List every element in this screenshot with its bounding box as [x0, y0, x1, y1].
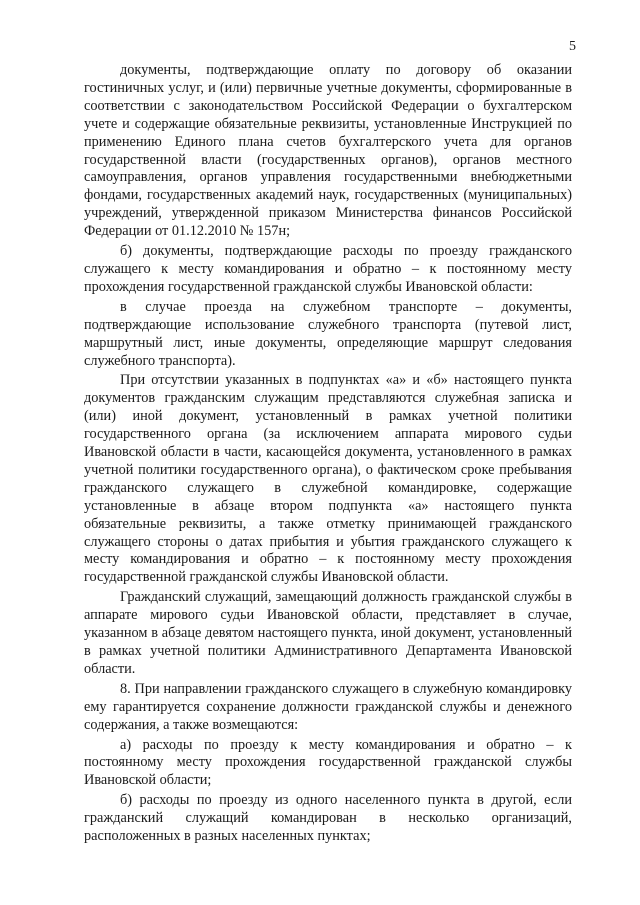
page-number: 5 [569, 39, 576, 54]
paragraph-documents-payment: документы, подтверждающие оплату по договору об оказании гостиничных услуг, и (или) первичные учетные документы, сформированные в соответствии с законодательством Российской Федерации о бухгалтерском учете и содержащие обязательные реквизиты, установленные Инструкцией по применению Единого плана счетов бухгалтерского учета для органов государственной власти (государственных органов), органов местного самоуправления, органов управления государственными внебюджетными фондами, государственных академий наук, государственных (муниципальных) учреждений, утвержденной приказом Министерства финансов Российской Федерации от 01.12.2010 № 157н; [84, 62, 572, 240]
paragraph-item-8: 8. При направлении гражданского служащего в служебную командировку ему гарантируется сохранение должности гражданской службы и денежного содержания, а также возмещаются: [84, 680, 572, 733]
document-body [84, 62, 572, 846]
paragraph-subitem-a-travel: а) расходы по проезду к месту командирования и обратно – к постоянному месту прохождения государственной гражданской службы Ивановской области; [84, 736, 572, 789]
paragraph-absence-of-documents: При отсутствии указанных в подпунктах «а» и «б» настоящего пункта документов гражданским служащим представляются служебная записка и (или) иной документ, установленный в рамках учетной политики государственного органа (за исключением аппарата мирового судьи Ивановской области в части, касающейся документа, установленного в рамках учетной политики государственного органа), о фактическом сроке пребывания гражданского служащего в служебной командировке, содержащие установленные в абзаце втором подпункта «а» настоящего пункта обязательные реквизиты, а также отметку принимающей гражданского служащего стороны о датах прибытия и убытия гражданского служащего к месту командирования и обратно – к постоянному месту прохождения государственной гражданской службы Ивановской области. [84, 372, 572, 586]
paragraph-subitem-b: б) документы, подтверждающие расходы по проезду гражданского служащего к месту командирования и обратно – к постоянному месту прохождения государственной гражданской службы Ивановской области: [84, 243, 572, 295]
paragraph-magistrate-apparatus: Гражданский служащий, замещающий должность гражданской службы в аппарате мирового судьи Ивановской области, представляет в случае, указанном в абзаце девятом настоящего пункта, иной документ, установленный в рамках учетной политики Административного Департамента Ивановской области. [84, 589, 572, 677]
paragraph-service-transport: в случае проезда на служебном транспорте – документы, подтверждающие использование служебного транспорта (путевой лист, маршрутный лист, иные документы, определяющие маршрут следования служебного транспорта). [84, 298, 572, 369]
paragraph-subitem-b-travel: б) расходы по проезду из одного населенного пункта в другой, если гражданский служащий командирован в несколько организаций, расположенных в разных населенных пунктах; [84, 792, 572, 845]
